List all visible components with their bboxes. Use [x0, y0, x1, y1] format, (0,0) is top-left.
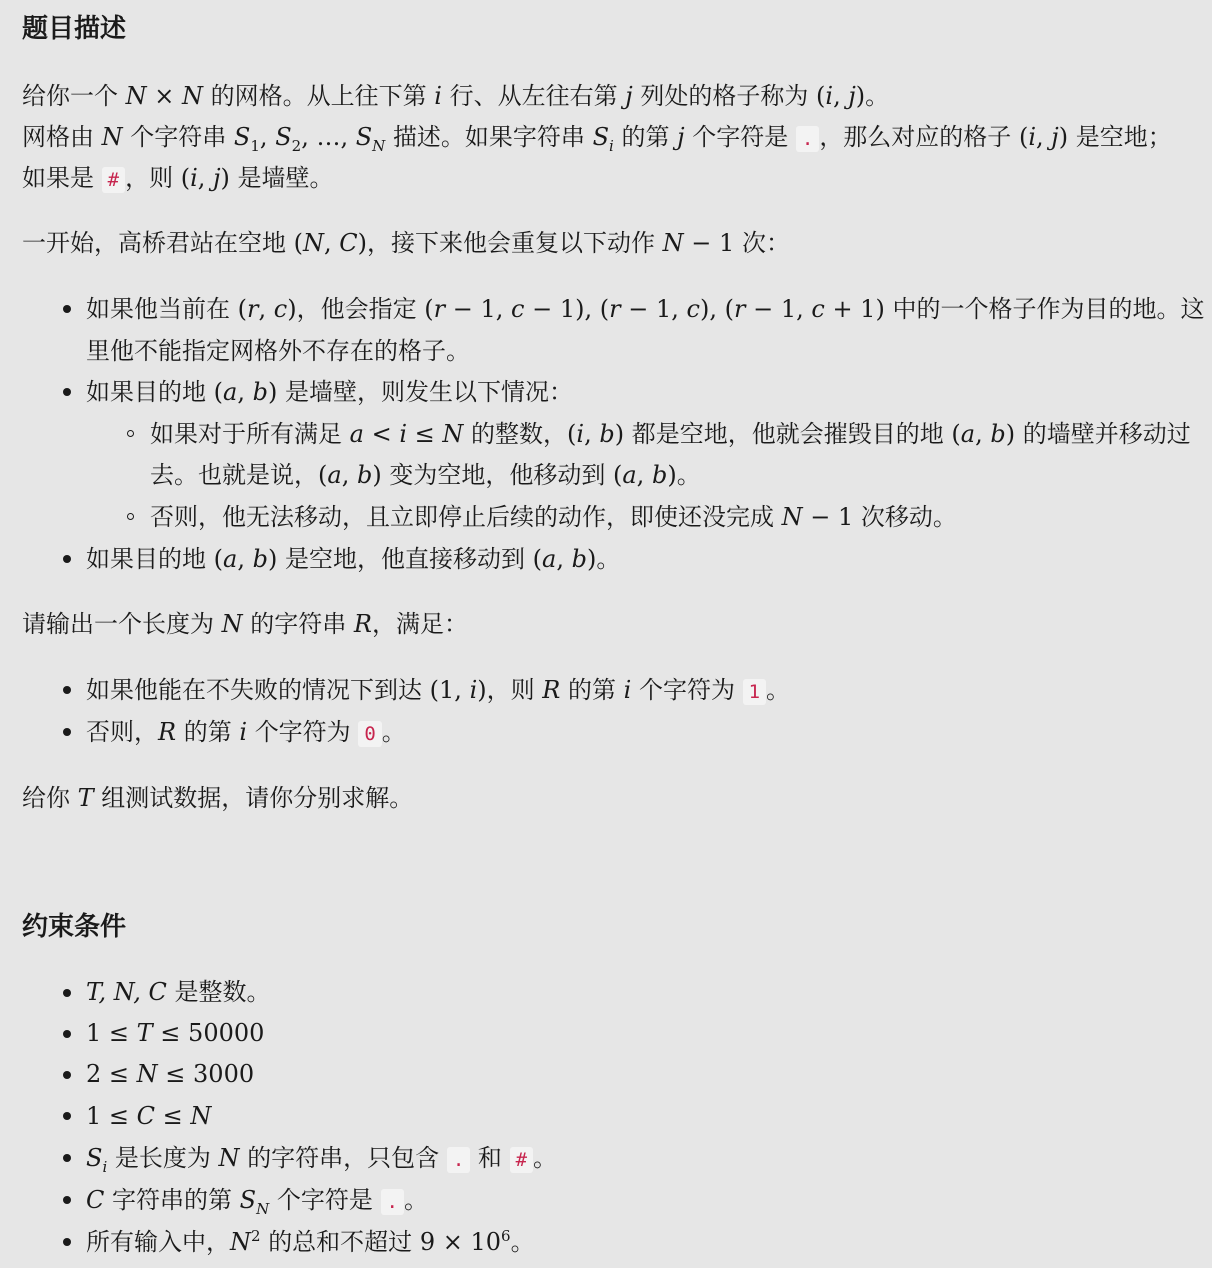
rule-bullet-1-line-2: 里他不能指定网格外不存在的格子。 — [86, 337, 470, 365]
bullet-dot — [63, 305, 71, 313]
bullet-dot — [63, 686, 71, 694]
bullet-dot — [63, 989, 71, 997]
constraint-6: C 字符串的第 $S_N$ 个字符是 . 。 — [86, 1186, 428, 1218]
wall-sub-bullet-1: 如果对于所有满足 a < i ≤ N 的整数，(i, b) 都是空地，他就会摧毁目的地 (a, b) 的墙壁并移动过 — [150, 420, 1191, 448]
sub-bullet-circle — [127, 430, 134, 437]
constraint-4: 1 ≤ C ≤ N — [86, 1102, 212, 1130]
bullet-dot — [63, 1071, 71, 1079]
code-dot: . — [796, 126, 819, 152]
bullet-dot — [63, 1238, 71, 1246]
rule-bullet-1: 如果他当前在 (r, c)，他会指定 (r − 1, c − 1), (r − 1, c), (r − 1, c + 1) 中的一个格子作为目的地。这 — [86, 295, 1205, 323]
bullet-dot — [63, 1196, 71, 1204]
description-paragraph-6: 给你 T 组测试数据，请你分别求解。 — [22, 784, 414, 812]
code-one: 1 — [743, 679, 766, 705]
bullet-dot — [63, 1030, 71, 1038]
description-paragraph-2: 网格由 N 个字符串 $S_1$, $S_2$, …, $S_N$ 描述。如果字符串 $S_i$ 的第 j 个字符是 . ，那么对应的格子 (i, j) 是空地； — [22, 123, 1172, 155]
bullet-dot — [63, 728, 71, 736]
bullet-dot — [63, 555, 71, 563]
output-bullet-2: 否则，R 的第 i 个字符为 0 。 — [86, 718, 406, 746]
description-paragraph-4: 一开始，高桥君站在空地 (N, C)，接下来他会重复以下动作 N − 1 次： — [22, 229, 790, 257]
constraint-7: 所有输入中，$N^2$ 的总和不超过 $9 \times 10^6$。 — [86, 1227, 535, 1256]
description-heading: 题目描述 — [22, 14, 127, 44]
description-paragraph-1: 给你一个 N × N 的网格。从上往下第 i 行、从左往右第 j 列处的格子称为 (i, j)。 — [22, 82, 890, 110]
description-paragraph-5: 请输出一个长度为 N 的字符串 R，满足： — [22, 610, 468, 638]
description-paragraph-3: 如果是 # ，则 (i, j) 是墙壁。 — [22, 164, 334, 192]
sub-bullet-circle — [127, 513, 134, 520]
code-hash: # — [102, 167, 125, 193]
code-dot: . — [381, 1189, 404, 1215]
bullet-dot — [63, 388, 71, 396]
constraint-2: 1 ≤ T ≤ 50000 — [86, 1019, 265, 1047]
rule-bullet-3: 如果目的地 (a, b) 是空地，他直接移动到 (a, b)。 — [86, 545, 621, 573]
constraint-3: 2 ≤ N ≤ 3000 — [86, 1060, 255, 1088]
wall-sub-bullet-2: 否则，他无法移动，且立即停止后续的动作，即使还没完成 N − 1 次移动。 — [150, 503, 957, 531]
rule-bullet-2: 如果目的地 (a, b) 是墙壁，则发生以下情况： — [86, 378, 573, 406]
constraint-5: $S_i$ 是长度为 N 的字符串，只包含 . 和 # 。 — [86, 1144, 558, 1176]
bullet-dot — [63, 1112, 71, 1120]
constraint-1: T, N, C 是整数。 — [86, 978, 271, 1006]
constraints-heading: 约束条件 — [22, 912, 127, 942]
code-dot: . — [447, 1147, 470, 1173]
output-bullet-1: 如果他能在不失败的情况下到达 (1, i)，则 R 的第 i 个字符为 1 。 — [86, 676, 791, 704]
code-hash: # — [510, 1147, 533, 1173]
code-zero: 0 — [358, 721, 381, 747]
bullet-dot — [63, 1154, 71, 1162]
wall-sub-bullet-1-line-2: 去。也就是说，(a, b) 变为空地，他移动到 (a, b)。 — [150, 461, 701, 489]
